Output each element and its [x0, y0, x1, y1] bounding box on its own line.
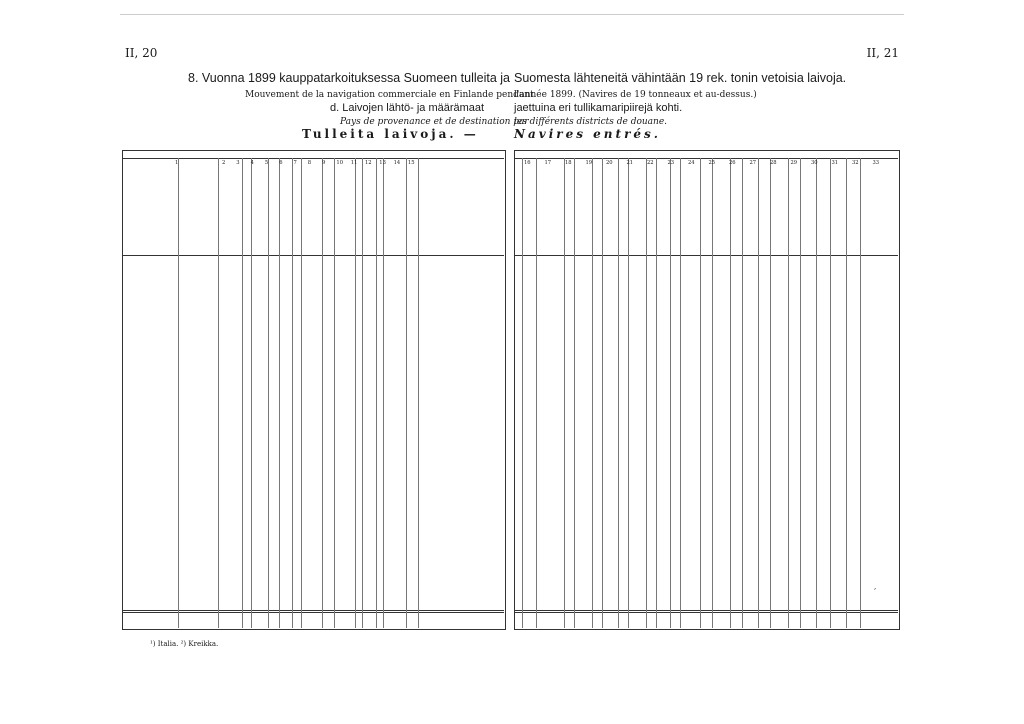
column-number: 31 [831, 160, 839, 166]
subtitle-fi-left: d. Laivojen lähtö- ja määrämaat [330, 102, 485, 114]
title-fr-right: l'année 1899. (Navires de 19 tonneaux et au-dessus.) [514, 90, 757, 100]
stray-mark: , [874, 583, 877, 591]
title-fi-left: 8. Vuonna 1899 kauppatarkoituksessa Suomeen tulleita ja [188, 71, 510, 85]
rule-num-left [122, 158, 504, 159]
col-separator [522, 158, 523, 628]
table-right-frame [514, 150, 900, 630]
column-number: 2 [222, 160, 226, 166]
col-separator [355, 158, 356, 628]
col-separator [574, 158, 575, 628]
col-separator [800, 158, 801, 628]
col-separator [362, 158, 363, 628]
footnote: ¹) Italia. ²) Kreikka. [150, 640, 219, 648]
table-left-frame [122, 150, 506, 630]
col-separator [712, 158, 713, 628]
col-separator [846, 158, 847, 628]
column-number: 28 [770, 160, 777, 166]
col-separator [279, 158, 283, 628]
col-separator [788, 158, 789, 628]
col-separator [670, 158, 671, 628]
column-number: 5 [264, 160, 269, 166]
col-separator [646, 158, 647, 628]
col-separator [628, 158, 629, 628]
col-separator [268, 158, 269, 628]
column-number: 20 [606, 160, 613, 166]
col-separator [618, 158, 619, 628]
rule-head-right [514, 255, 898, 256]
section-heading-right: Navires entrés. [514, 127, 661, 141]
col-separator [730, 158, 731, 628]
column-number: 4 [250, 160, 254, 166]
col-separator [218, 158, 219, 628]
title-fr-left: Mouvement de la navigation commerciale en Finlande pendant [245, 90, 534, 100]
column-number: 6 [279, 160, 283, 166]
column-number: 33 [872, 160, 880, 166]
col-separator [334, 158, 335, 628]
column-number: 3 [236, 160, 240, 166]
column-number: 1 [175, 160, 179, 166]
column-number: 19 [585, 160, 593, 166]
col-separator [376, 158, 377, 628]
column-number: 25 [708, 160, 716, 166]
subtitle-fi-right: jaettuina eri tullikamaripiirejä kohti. [514, 102, 683, 114]
col-separator [602, 158, 603, 628]
column-number: 30 [811, 160, 818, 166]
column-number: 9 [322, 160, 326, 166]
col-separator [770, 158, 771, 628]
column-number: 21 [626, 160, 634, 166]
column-number: 18 [565, 160, 572, 166]
col-separator [292, 158, 293, 628]
subtitle-fr-left: Pays de provenance et de destination par [340, 117, 529, 127]
column-number: 24 [688, 160, 695, 166]
column-number: 8 [307, 160, 312, 166]
rule-total-left [122, 610, 504, 613]
title-fi-right: Suomesta lähteneitä vähintään 19 rek. tonin vetoisia laivoja. [514, 71, 847, 85]
column-number: 16 [524, 160, 531, 166]
column-number: 29 [790, 160, 798, 166]
col-separator [830, 158, 831, 628]
page-number-left: II, 20 [125, 46, 158, 60]
col-separator [418, 158, 419, 628]
column-number: 7 [293, 160, 297, 166]
column-number: 14 [393, 160, 401, 166]
col-separator [406, 158, 407, 628]
col-separator [301, 158, 302, 628]
column-number: 23 [667, 160, 675, 166]
column-number: 10 [336, 160, 343, 166]
rule-total-right [514, 610, 898, 613]
column-number: 27 [749, 160, 757, 166]
column-number: 12 [365, 160, 372, 166]
col-separator [860, 158, 861, 628]
col-separator [592, 158, 593, 628]
col-separator [656, 158, 657, 628]
page-number-right: II, 21 [866, 46, 899, 60]
column-number: 15 [407, 160, 415, 166]
col-separator [816, 158, 817, 628]
section-heading-left: Tulleita laivoja. — [302, 127, 479, 141]
column-number: 13 [379, 160, 386, 166]
top-rule [120, 14, 904, 15]
rule-head-left [122, 255, 504, 256]
col-separator [242, 158, 243, 628]
column-number: 17 [544, 160, 552, 166]
column-number: 11 [350, 160, 358, 166]
col-separator [536, 158, 537, 628]
col-separator [758, 158, 759, 628]
col-separator [322, 158, 326, 628]
col-separator [700, 158, 701, 628]
col-separator [383, 158, 384, 628]
col-separator [680, 158, 681, 628]
col-separator [178, 158, 179, 628]
column-number: 22 [647, 160, 654, 166]
col-separator [564, 158, 565, 628]
column-number: 32 [852, 160, 859, 166]
col-separator [742, 158, 743, 628]
subtitle-fr-right: les différents districts de douane. [514, 117, 668, 127]
col-separator [251, 158, 252, 628]
column-number: 26 [729, 160, 736, 166]
rule-num-right [514, 158, 898, 159]
